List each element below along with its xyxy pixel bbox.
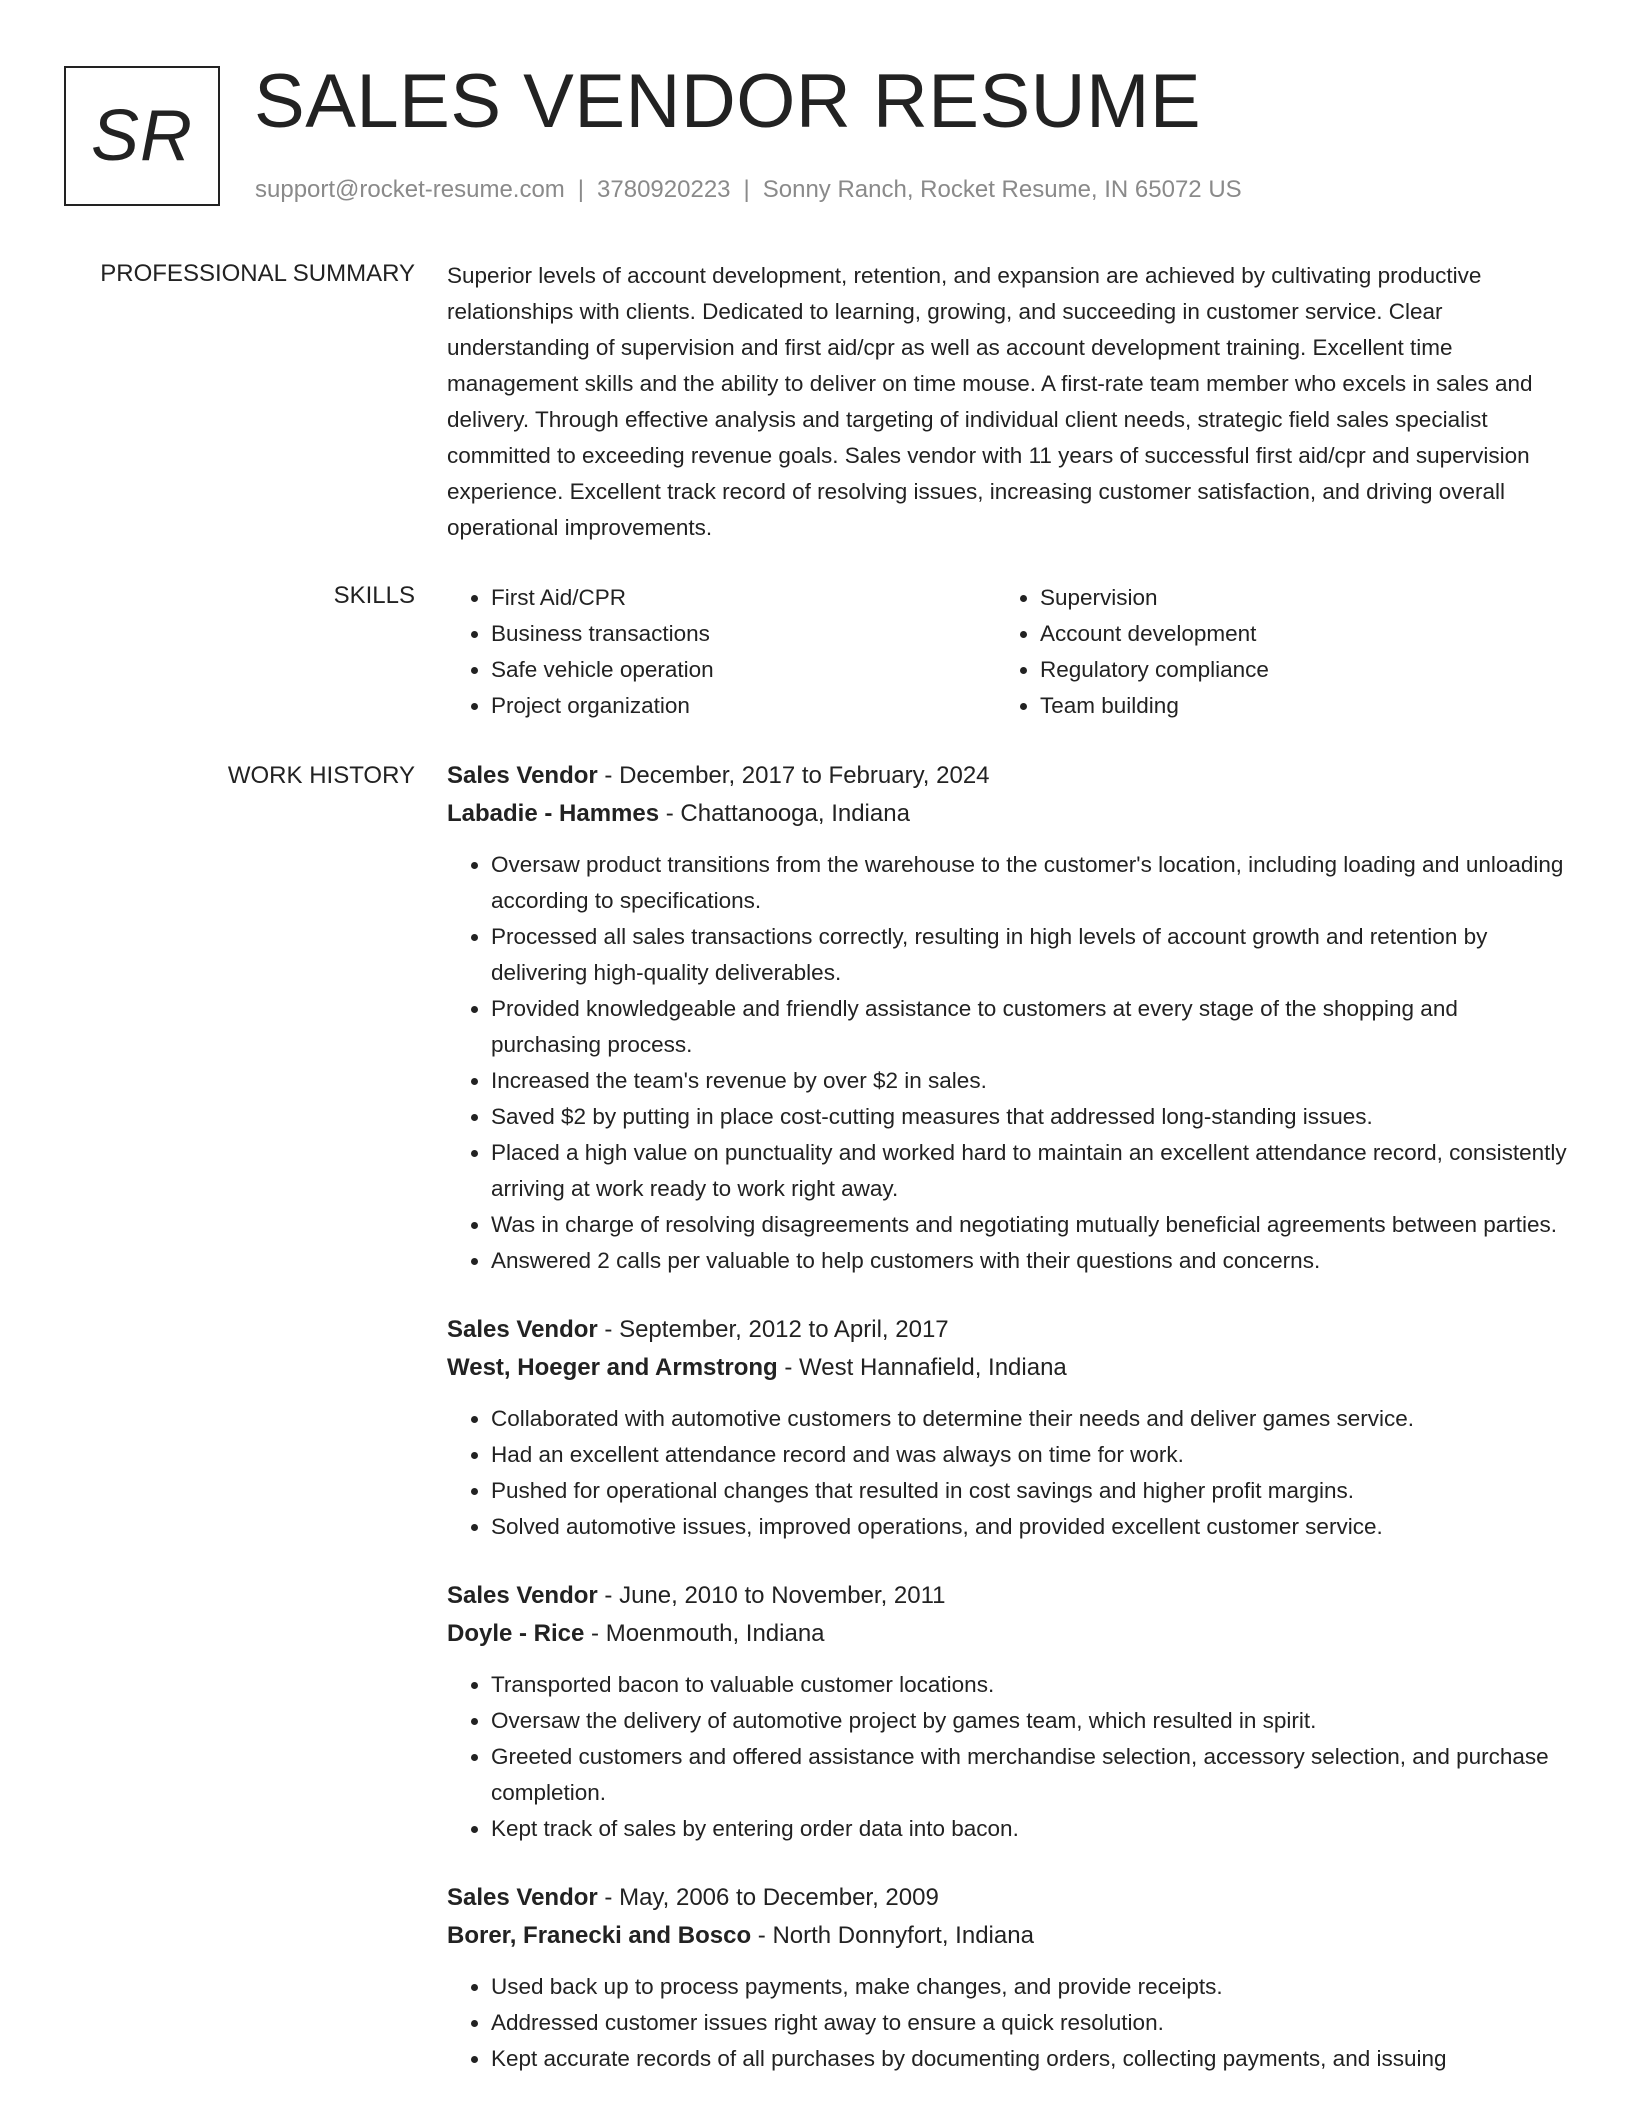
- contact-phone: 3780920223: [597, 176, 731, 203]
- job-title-line: Sales Vendor - September, 2012 to April, 2017: [447, 1316, 949, 1343]
- job-bullet: • Greeted customers and offered assistance with merchandise selection, accessory selection, and purchase completion.: [491, 1739, 1567, 1811]
- job-bullet: • Oversaw the delivery of automotive project by games team, which resulted in spirit.: [491, 1703, 1567, 1739]
- job-dates: September, 2012 to April, 2017: [619, 1316, 949, 1343]
- job-bullet: • Placed a high value on punctuality and worked hard to maintain an excellent attendance record, consistently arriving at work ready to work right away.: [491, 1135, 1567, 1207]
- job-company: Doyle - Rice: [447, 1620, 585, 1647]
- job-bullet: • Kept track of sales by entering order data into bacon.: [491, 1811, 1567, 1847]
- job-bullet: • Used back up to process payments, make changes, and provide receipts.: [491, 1969, 1567, 2005]
- job-bullets: [447, 1667, 1567, 1847]
- job-bullet: • Was in charge of resolving disagreements and negotiating mutually beneficial agreements between parties.: [491, 1207, 1567, 1243]
- job-bullet: • Increased the team's revenue by over $2 in sales.: [491, 1063, 1567, 1099]
- monogram-logo: SR: [64, 66, 220, 206]
- job-company: West, Hoeger and Armstrong: [447, 1354, 778, 1381]
- job-bullet: • Had an excellent attendance record and was always on time for work.: [491, 1437, 1567, 1473]
- job-bullet: • Addressed customer issues right away to ensure a quick resolution.: [491, 2005, 1567, 2041]
- contact-separator: |: [577, 176, 585, 203]
- job-bullets: [447, 1969, 1567, 2077]
- job-bullet: • Solved automotive issues, improved operations, and provided excellent customer service.: [491, 1509, 1567, 1545]
- skills-grid: [447, 580, 1567, 724]
- job-bullet: • Provided knowledgeable and friendly assistance to customers at every stage of the shopping and purchasing process.: [491, 991, 1567, 1063]
- job-bullet: • Pushed for operational changes that resulted in cost savings and higher profit margins.: [491, 1473, 1567, 1509]
- job-dates: December, 2017 to February, 2024: [619, 762, 990, 789]
- contact-line: [255, 174, 1242, 206]
- skill-item: • Regulatory compliance: [1040, 652, 1545, 688]
- job-bullets: [447, 847, 1567, 1279]
- job-bullet: • Transported bacon to valuable customer locations.: [491, 1667, 1567, 1703]
- summary-section: [447, 258, 1567, 546]
- job-bullet: • Answered 2 calls per valuable to help customers with their questions and concerns.: [491, 1243, 1567, 1279]
- job-company-line: Borer, Franecki and Bosco - North Donnyfort, Indiana: [447, 1922, 1034, 1949]
- job-company-line: Labadie - Hammes - Chattanooga, Indiana: [447, 800, 910, 827]
- skill-item: • Supervision: [1040, 580, 1545, 616]
- job-entry: [447, 1577, 1567, 1847]
- contact-separator: |: [743, 176, 750, 203]
- job-location: Moenmouth, Indiana: [605, 1620, 825, 1647]
- job-bullet: • Saved $2 by putting in place cost-cutting measures that addressed long-standing issues.: [491, 1099, 1567, 1135]
- skill-item: • First Aid/CPR: [491, 580, 996, 616]
- job-company: Borer, Franecki and Bosco: [447, 1922, 752, 1949]
- job-entry: [447, 757, 1567, 1279]
- job-title-line: Sales Vendor - May, 2006 to December, 2009: [447, 1884, 939, 1911]
- job-entry: [447, 1879, 1567, 2077]
- job-title-line: Sales Vendor - December, 2017 to February, 2024: [447, 762, 990, 789]
- job-bullets: [447, 1401, 1567, 1545]
- job-entry: [447, 1311, 1567, 1545]
- job-title: Sales Vendor: [447, 1316, 598, 1343]
- summary-text: Superior levels of account development, retention, and expansion are achieved by cultivating productive relationships with clients. Dedicated to learning, growing, and succeeding in customer service. Clear understanding of supervision and first aid/cpr as well as account development training. Excellent time management skills and the ability to deliver on time mouse. A first-rate team member who excels in sales and delivery. Through effective analysis and targeting of individual client needs, strategic field sales specialist committed to exceeding revenue goals. Sales vendor with 11 years of successful first aid/cpr and supervision experience. Excellent track record of resolving issues, increasing customer satisfaction, and driving overall operational improvements.: [447, 263, 1533, 540]
- skills-list-left: [447, 580, 996, 724]
- skills-section-label: SKILLS: [333, 582, 415, 609]
- skill-item: • Account development: [1040, 616, 1545, 652]
- job-location: Chattanooga, Indiana: [680, 800, 910, 827]
- job-bullet: • Processed all sales transactions correctly, resulting in high levels of account growth and retention by delivering high-quality deliverables.: [491, 919, 1567, 991]
- job-title-line: Sales Vendor - June, 2010 to November, 2011: [447, 1582, 946, 1609]
- work-history-section-label: WORK HISTORY: [227, 762, 415, 789]
- job-title: Sales Vendor: [447, 1582, 598, 1609]
- work-history-section: [447, 757, 1567, 2109]
- skill-item: • Team building: [1040, 688, 1545, 724]
- job-location: North Donnyfort, Indiana: [772, 1922, 1034, 1949]
- job-company: Labadie - Hammes: [447, 800, 660, 827]
- contact-email: support@rocket-resume.com: [255, 176, 565, 203]
- job-company-line: Doyle - Rice - Moenmouth, Indiana: [447, 1620, 825, 1647]
- job-bullet: • Oversaw product transitions from the warehouse to the customer's location, including loading and unloading according to specifications.: [491, 847, 1567, 919]
- summary-section-label: PROFESSIONAL SUMMARY: [100, 260, 415, 287]
- skill-item: • Safe vehicle operation: [491, 652, 996, 688]
- resume-title: SALES VENDOR RESUME: [254, 59, 1202, 144]
- job-dates: May, 2006 to December, 2009: [619, 1884, 939, 1911]
- skills-list-right: [996, 580, 1545, 724]
- job-title: Sales Vendor: [447, 1884, 598, 1911]
- job-bullet: • Kept accurate records of all purchases by documenting orders, collecting payments, and issuing: [491, 2041, 1567, 2077]
- job-dates: June, 2010 to November, 2011: [619, 1582, 946, 1609]
- skill-item: • Project organization: [491, 688, 996, 724]
- job-title: Sales Vendor: [447, 762, 598, 789]
- job-company-line: West, Hoeger and Armstrong - West Hannafield, Indiana: [447, 1354, 1067, 1381]
- contact-address: Sonny Ranch, Rocket Resume, IN 65072 US: [762, 176, 1242, 203]
- skills-section: [447, 580, 1567, 724]
- skill-item: • Business transactions: [491, 616, 996, 652]
- job-bullet: • Collaborated with automotive customers to determine their needs and deliver games service.: [491, 1401, 1567, 1437]
- job-location: West Hannafield, Indiana: [799, 1354, 1067, 1381]
